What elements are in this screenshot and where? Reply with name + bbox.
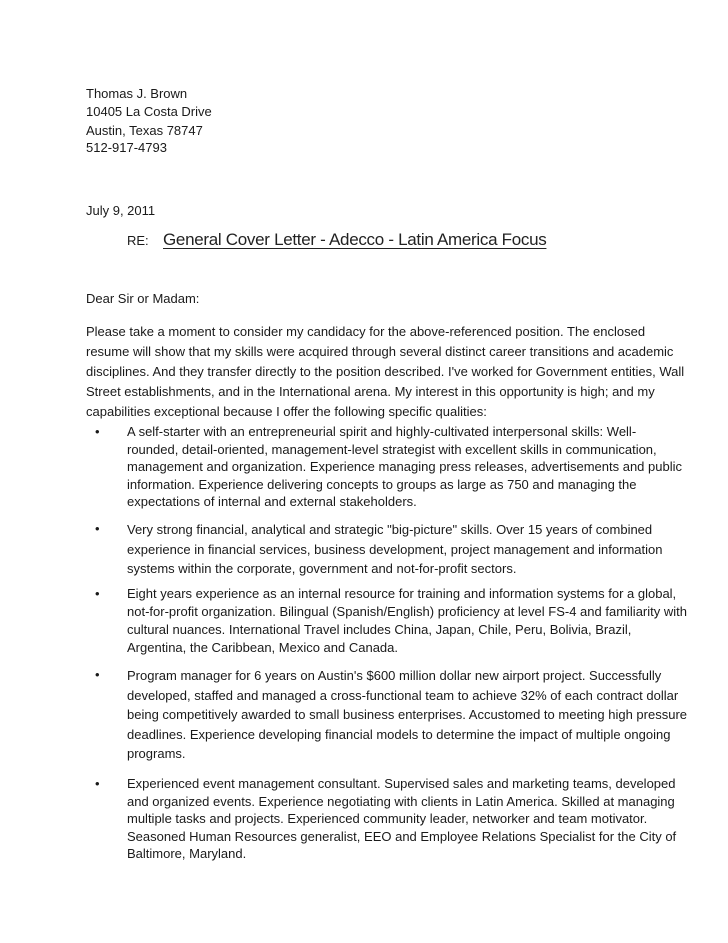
intro-paragraph [86, 322, 685, 422]
bullet-line: Program manager for 6 years on Austin's $600 million dollar new airport project. Successfully [127, 668, 662, 683]
bullet-dot: • [95, 667, 100, 682]
bullet-line: and organized events. Experience negotiating with clients in Latin America. Skilled at managing [127, 793, 675, 809]
intro-line: resume will show that my skills were acquired through several distinct career transitions and academic [86, 344, 674, 359]
sender-phone: 512-917-4793 [86, 140, 167, 155]
bullet-line: being competitively awarded to small business enterprises. Accustomed to meeting high pressure [127, 707, 688, 722]
bullet-dot: • [95, 586, 100, 601]
bullet-line: Baltimore, Maryland. [127, 846, 247, 861]
bullet-text [127, 423, 682, 511]
bullet-line: Very strong financial, analytical and strategic "big-picture" skills. Over 15 years of combined [127, 522, 653, 537]
salutation: Dear Sir or Madam: [86, 291, 200, 306]
sender-name: Thomas J. Brown [86, 86, 188, 101]
bullet-line: systems within the corporate, government and not-for-profit sectors. [127, 561, 517, 576]
bullet-text [127, 585, 687, 657]
letter-date: July 9, 2011 [86, 203, 156, 218]
bullet-dot: • [95, 424, 100, 439]
bullet-line: multiple tasks and projects. Experienced community leader, networker and team motivator. [127, 811, 648, 826]
bullet-line: information. Experience delivering concepts to groups as large as 750 and managing the [127, 476, 637, 492]
bullet-line: deadlines. Experience developing financial models to determine the impact of multiple ongoing [127, 726, 671, 742]
bullet-line: management and organization. Experience managing press releases, advertisements and public [127, 459, 682, 474]
bullet-text [127, 775, 677, 863]
bullet-line: A self-starter with an entrepreneurial spirit and highly-cultivated interpersonal skills: Well- [127, 424, 637, 439]
sender-city: Austin, Texas 78747 [86, 123, 203, 138]
bullet-dot: • [95, 776, 100, 791]
re-line [127, 230, 546, 250]
bullet-line: developed, staffed and managed a cross-functional team to achieve 32% of each contract dollar [127, 687, 679, 703]
bullet-line: Seasoned Human Resources generalist, EEO and Employee Relations Specialist for the City of [127, 828, 677, 844]
bullet-line: programs. [127, 746, 186, 761]
bullet-line: expectations of internal and external stakeholders. [127, 494, 417, 509]
bullet-text [127, 666, 688, 764]
intro-line: disciplines. And they transfer directly to the position described. I've worked for Government entities, Wall [86, 364, 685, 379]
bullet-line: not-for-profit organization. Bilingual (Spanish/English) proficiency at level FS-4 and familiarity with [127, 604, 687, 619]
bullet-line: Eight years experience as an internal resource for training and information systems for a global, [127, 586, 677, 601]
intro-line: Street establishments, and in the International arena. My interest in this opportunity is high; and my [86, 384, 655, 399]
bullet-dot: • [95, 521, 100, 536]
intro-line: capabilities exceptional because I offer the following specific qualities: [86, 404, 487, 419]
bullet-line: Experienced event management consultant. Supervised sales and marketing teams, developed [127, 776, 676, 791]
bullet-line: cultural nuances. International Travel includes China, Japan, Chile, Peru, Bolivia, Brazil, [127, 622, 632, 637]
re-subject: General Cover Letter - Adecco - Latin America Focus [163, 230, 547, 249]
bullet-text [127, 520, 663, 579]
re-label: RE: [127, 233, 149, 248]
bullet-line: Argentina, the Caribbean, Mexico and Canada. [127, 640, 399, 655]
bullet-line: experience in financial services, business development, project management and information [127, 541, 663, 557]
intro-line: Please take a moment to consider my candidacy for the above-referenced position. The enclosed [86, 324, 646, 339]
sender-street: 10405 La Costa Drive [86, 104, 212, 119]
bullet-line: rounded, detail-oriented, management-level strategist with excellent skills in communication, [127, 441, 657, 457]
